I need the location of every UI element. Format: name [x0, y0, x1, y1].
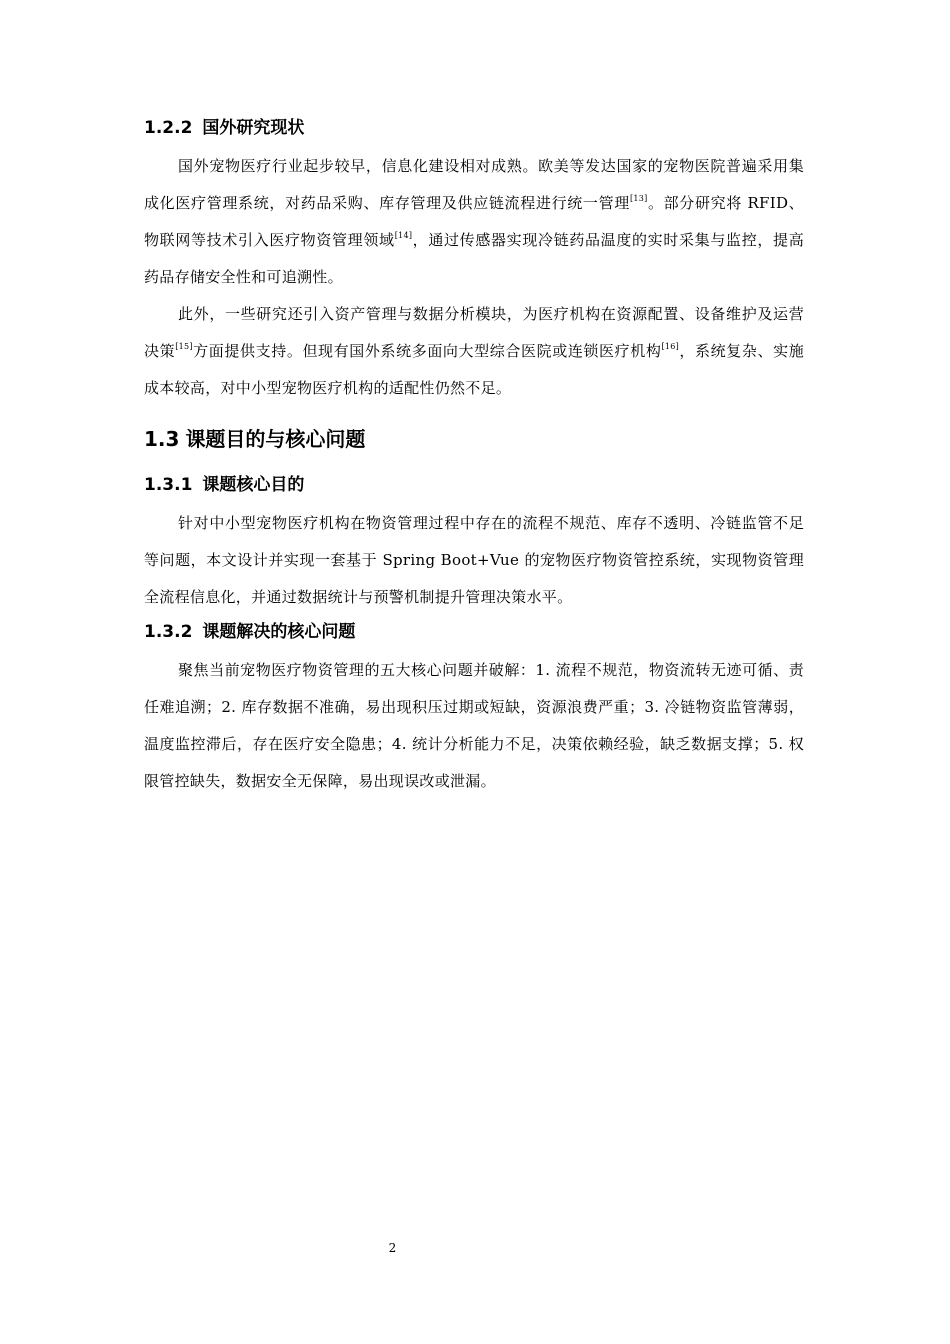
citation-ref-14: [14] [394, 231, 413, 240]
paragraph-core-problems: 聚焦当前宠物医疗物资管理的五大核心问题并破解：1. 流程不规范，物资流转无迹可循、责任难追溯；2. 库存数据不准确，易出现积压过期或短缺，资源浪费严重；3. 冷链物资监管薄弱，温度监控滞后，存在医疗安全隐患；4. 统计分析能力不足，决策依赖经验，缺乏数据支撑；5. 权限管控缺失，数据安全无保障，易出现误改或泄漏。 [144, 661, 804, 790]
citation-ref-16: [16] [661, 342, 680, 351]
section-number: 1.3 [144, 427, 180, 451]
paragraph-text: 。部分研究将 RFID、物联网等技术引入医疗物资管理领域 [144, 194, 804, 249]
citation-ref-13: [13] [629, 194, 648, 203]
paragraph-text: 此外，一些研究还引入资产管理与数据分析模块，为医疗机构在资源配置、设备维护及运营决策 [144, 305, 804, 360]
citation-ref-15: [15] [175, 342, 193, 351]
paragraph-core-purpose: 针对中小型宠物医疗机构在物资管理过程中存在的流程不规范、库存不透明、冷链监管不足等问题，本文设计并实现一套基于 Spring Boot+Vue 的宠物医疗物资管控系统，实现物资管理全流程信息化，并通过数据统计与预警机制提升管理决策水平。 [144, 514, 804, 606]
section-title: 课题目的与核心问题 [185, 427, 366, 451]
section-number: 1.3.1 [144, 475, 193, 495]
paragraph-text: 方面提供支持。但现有国外系统多面向大型综合医院或连锁医疗机构 [192, 342, 662, 360]
section-heading-1-3-1 [144, 469, 804, 501]
section-heading-1-2-2 [144, 112, 804, 144]
section-title: 国外研究现状 [202, 118, 305, 138]
page-number: 2 [388, 1241, 397, 1255]
paragraph-text: ，系统复杂、实施成本较高，对中小型宠物医疗机构的适配性仍然不足。 [144, 342, 804, 397]
section-heading-1-3 [144, 421, 804, 457]
paragraph-foreign-research-1 [144, 148, 804, 296]
section-title: 课题解决的核心问题 [202, 622, 356, 642]
section-number: 1.3.2 [144, 622, 193, 642]
page-content [144, 112, 804, 800]
section-heading-1-3-2 [144, 616, 804, 648]
paragraph-foreign-research-2 [144, 296, 804, 407]
section-number: 1.2.2 [144, 118, 193, 138]
section-title: 课题核心目的 [202, 475, 305, 495]
paragraph-text: ，通过传感器实现冷链药品温度的实时采集与监控，提高药品存储安全性和可追溯性。 [144, 231, 804, 286]
paragraph-text: 国外宠物医疗行业起步较早，信息化建设相对成熟。欧美等发达国家的宠物医院普遍采用集成化医疗管理系统，对药品采购、库存管理及供应链流程进行统一管理 [144, 157, 804, 212]
